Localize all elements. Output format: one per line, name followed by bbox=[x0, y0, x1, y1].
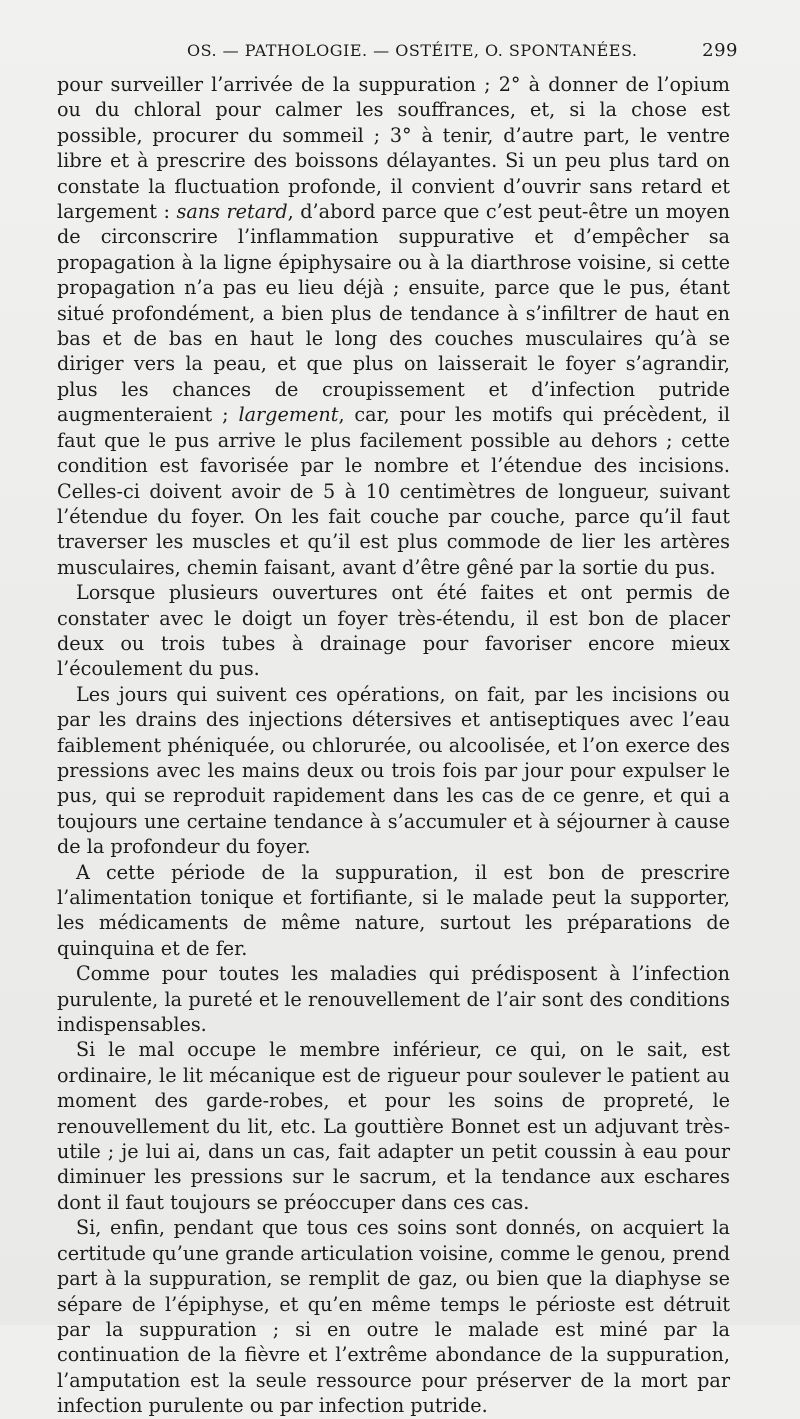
page-number: 299 bbox=[702, 40, 738, 61]
text-run: pour surveiller l’arrivée de la suppuration ; 2° à donner de l’opium ou du chloral pour calmer les souffrances, et, si la chose est possible, procurer du sommeil ; 3° à tenir, d’autre part, le ventre libre et à prescrire des boissons délayantes. Si un peu plus tard on constate la fluctuation profonde, il convient d’ouvrir sans retard et largement : bbox=[57, 73, 730, 224]
italic-term: largement bbox=[238, 403, 339, 427]
running-header bbox=[187, 40, 738, 70]
paragraph: Si, enfin, pendant que tous ces soins sont donnés, on acquiert la certitude qu’une grande articulation voisine, comme le genou, prend part à la suppuration, se remplit de gaz, ou bien que la diaphyse se sépare de l’épiphyse, et qu’en même temps le périoste est détruit par la suppuration ; si en outre le malade est miné par la continuation de la fièvre et l’extrême abondance de la suppuration, l’amputation est la seule ressource pour préserver de la mort par infection purulente ou par infection putride. bbox=[57, 1216, 730, 1418]
body-text bbox=[57, 72, 730, 1419]
paragraph: Lorsque plusieurs ouvertures ont été faites et ont permis de constater avec le doigt un foyer très-étendu, il est bon de placer deux ou trois tubes à drainage pour favoriser encore mieux l’écoulement du pus. bbox=[57, 581, 730, 681]
paragraph: Les jours qui suivent ces opérations, on fait, par les incisions ou par les drains des injections détersives et antiseptiques avec l’eau faiblement phéniquée, ou chlorurée, ou alcoolisée, et l’on exerce des pressions avec les mains deux ou trois fois par jour pour expulser le pus, qui se reproduit rapidement dans les cas de ce genre, et qui a toujours une certaine tendance à s’accumuler et à séjourner à cause de la profondeur du foyer. bbox=[57, 682, 730, 859]
paragraph: Comme pour toutes les maladies qui prédisposent à l’infection purulente, la pureté et le renouvellement de l’air sont des conditions indispensables. bbox=[57, 962, 730, 1037]
italic-term: sans retard bbox=[176, 200, 288, 224]
paragraph: A cette période de la suppuration, il est bon de prescrire l’alimentation tonique et fortifiante, si le malade peut la supporter, les médicaments de même nature, surtout les préparations de quinquina et de fer. bbox=[57, 860, 730, 960]
paragraph: Si le mal occupe le membre inférieur, ce qui, on le sait, est ordinaire, le lit mécanique est de rigueur pour soulever le patient au moment des garde-robes, et pour les soins de propreté, le renouvellement du lit, etc. La gouttière Bonnet est un adjuvant très-utile ; je lui ai, dans un cas, fait adapter un petit coussin à eau pour diminuer les pressions sur le sacrum, et la tendance aux eschares dont il faut toujours se préoccuper dans ces cas. bbox=[57, 1038, 730, 1214]
running-title: OS. — PATHOLOGIE. — OSTÉITE, O. SPONTANÉES. bbox=[187, 41, 638, 60]
text-run: , d’abord parce que c’est peut-être un moyen de circonscrire l’inflammation suppurative et d’empêcher sa propagation à la ligne épiphysaire ou à la diarthrose voisine, si cette propagation n’a pas eu lieu déjà ; ensuite, parce que le pus, étant situé profondément, a bien plus de tendance à s’infiltrer de haut en bas et de bas en haut le long des couches musculaires qu’à se diriger vers la peau, et que plus on laisserait le foyer s’agrandir, plus les chances de croupissement et d’infection putride augmenteraient ; bbox=[57, 200, 730, 427]
text-run: , car, pour les motifs qui précèdent, il faut que le pus arrive le plus facilement possible au dehors ; cette condition est favorisée par le nombre et l’étendue des incisions. Celles-ci doivent avoir de 5 à 10 centimètres de longueur, suivant l’étendue du foyer. On les fait couche par couche, parce qu’il faut traverser les muscles et qu’il est plus commode de lier les artères musculaires, chemin faisant, avant d’être gêné par la sortie du pus. bbox=[57, 403, 731, 579]
paragraph bbox=[57, 72, 730, 580]
